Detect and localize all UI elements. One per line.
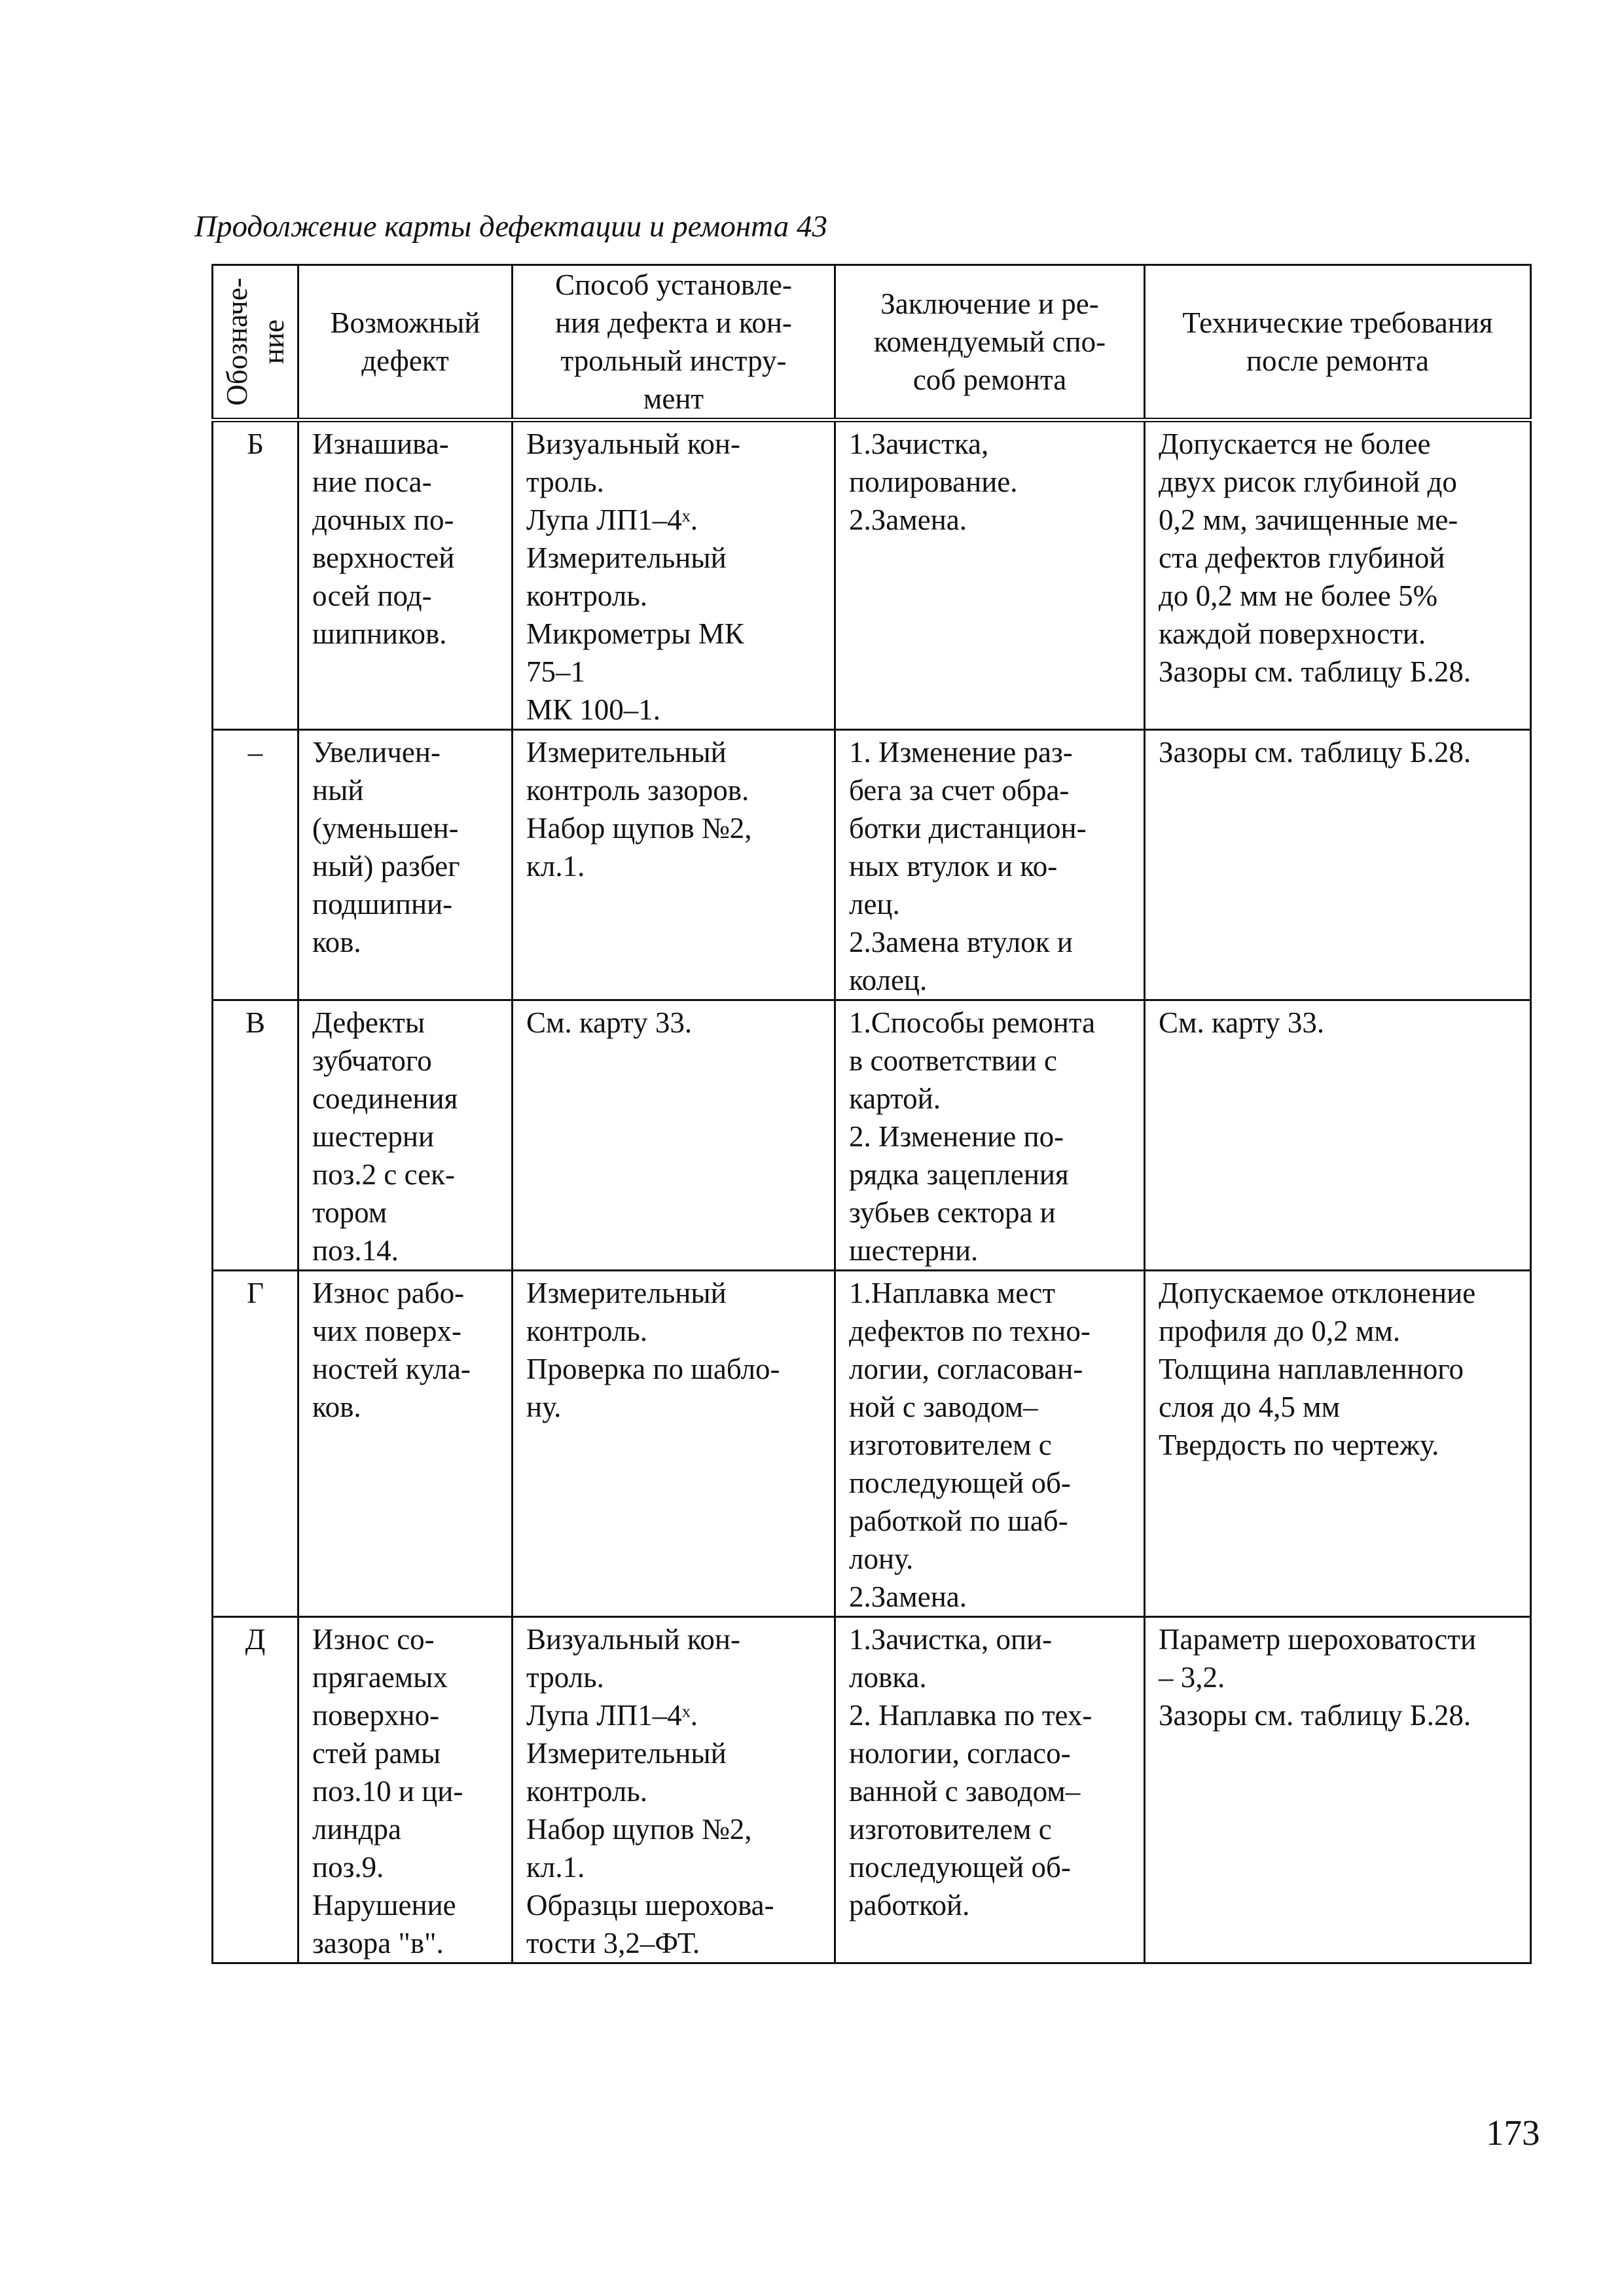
row-requirements: Допускается не более двух рисок глубиной до 0,2 мм, зачищенные ме- ста дефектов глубиной до 0,2 мм не более 5% каждой поверхности. Зазоры см. таблицу Б.28. xyxy=(1145,420,1531,730)
header-designation xyxy=(213,265,298,420)
row-defect: Изнашива- ние поса- дочных по- верхностей осей под- шипников. xyxy=(298,420,513,730)
table-row xyxy=(213,420,1531,730)
page-number: 173 xyxy=(1486,2113,1540,2153)
row-conclusion: 1.Наплавка мест дефектов по техно- логии, согласован- ной с заводом– изготовителем с последующей об- работкой по шаб- лону. 2.Замена. xyxy=(835,1271,1145,1617)
row-method: Визуальный кон- троль. Лупа ЛП1–4ˣ. Измерительный контроль. Микрометры МК 75–1 МК 100–1. xyxy=(513,420,835,730)
row-designation: Б xyxy=(213,420,298,730)
header-conclusion: Заключение и ре- комендуемый спо- соб ремонта xyxy=(835,265,1145,420)
header-designation-text: Обозначе- ние xyxy=(221,278,290,406)
row-conclusion: 1.Зачистка, опи- ловка. 2. Наплавка по тех- нологии, согласо- ванной с заводом– изготовителем с последующей об- работкой. xyxy=(835,1617,1145,1963)
table-row xyxy=(213,1617,1531,1963)
row-designation: Д xyxy=(213,1617,298,1963)
row-conclusion: 1.Зачистка, полирование. 2.Замена. xyxy=(835,420,1145,730)
row-method: См. карту 33. xyxy=(513,1000,835,1271)
row-defect: Увеличен- ный (уменьшен- ный) разбег подшипни- ков. xyxy=(298,730,513,1000)
row-requirements: Параметр шероховатости – 3,2. Зазоры см. таблицу Б.28. xyxy=(1145,1617,1531,1963)
row-method: Измерительный контроль зазоров. Набор щупов №2, кл.1. xyxy=(513,730,835,1000)
table-row xyxy=(213,1271,1531,1617)
header-method: Способ установле- ния дефекта и кон- трольный инстру- мент xyxy=(513,265,835,420)
row-defect: Дефекты зубчатого соединения шестерни поз.2 с сек- тором поз.14. xyxy=(298,1000,513,1271)
table-row xyxy=(213,1000,1531,1271)
table-caption: Продолжение карты дефектации и ремонта 43 xyxy=(194,210,827,244)
header-defect: Возможный дефект xyxy=(298,265,513,420)
row-designation: – xyxy=(213,730,298,1000)
row-defect: Износ со- прягаемых поверхно- стей рамы поз.10 и ци- линдра поз.9. Нарушение зазора "в". xyxy=(298,1617,513,1963)
row-method: Измерительный контроль. Проверка по шабло- ну. xyxy=(513,1271,835,1617)
row-requirements: Зазоры см. таблицу Б.28. xyxy=(1145,730,1531,1000)
header-row xyxy=(213,265,1531,420)
defect-repair-table xyxy=(211,264,1532,1964)
row-requirements: См. карту 33. xyxy=(1145,1000,1531,1271)
header-requirements: Технические требования после ремонта xyxy=(1145,265,1531,420)
row-method: Визуальный кон- троль. Лупа ЛП1–4ˣ. Измерительный контроль. Набор щупов №2, кл.1. Образцы шерохова- тости 3,2–ФТ. xyxy=(513,1617,835,1963)
row-requirements: Допускаемое отклонение профиля до 0,2 мм. Толщина наплавленного слоя до 4,5 мм Твердость по чертежу. xyxy=(1145,1271,1531,1617)
row-designation: Г xyxy=(213,1271,298,1617)
row-conclusion: 1. Изменение раз- бега за счет обра- ботки дистанцион- ных втулок и ко- лец. 2.Замена втулок и колец. xyxy=(835,730,1145,1000)
row-conclusion: 1.Способы ремонта в соответствии с картой. 2. Изменение по- рядка зацепления зубьев сектора и шестерни. xyxy=(835,1000,1145,1271)
row-defect: Износ рабо- чих поверх- ностей кула- ков. xyxy=(298,1271,513,1617)
table-row xyxy=(213,730,1531,1000)
row-designation: В xyxy=(213,1000,298,1271)
